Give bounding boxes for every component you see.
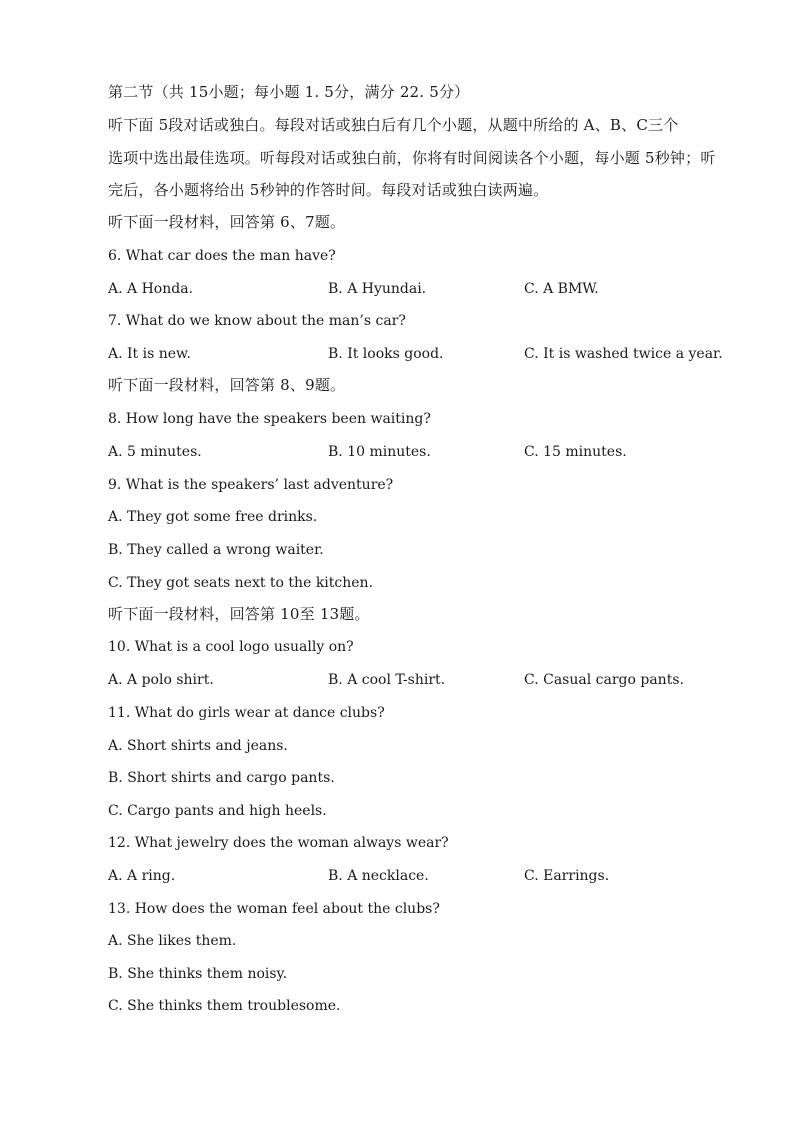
instruction-line-1: 听下面 5段对话或独白。每段对话或独白后有几个小题，从题中所给的 A、B、C三个 xyxy=(108,116,679,134)
question-6-option-c: C. A BMW. xyxy=(524,281,599,297)
section-heading: 第二节（共 15小题；每小题 1. 5分，满分 22. 5分） xyxy=(108,83,470,101)
question-10-option-c: C. Casual cargo pants. xyxy=(524,672,684,688)
question-8-option-b: B. 10 minutes. xyxy=(328,444,431,460)
question-13-option-b: B. She thinks them noisy. xyxy=(108,966,288,982)
question-13: 13. How does the woman feel about the clubs? xyxy=(108,901,440,917)
instruction-line-3: 完后，各小题将给出 5秒钟的作答时间。每段对话或独白读两遍。 xyxy=(108,181,549,199)
question-7-option-c: C. It is washed twice a year. xyxy=(524,346,723,362)
question-11-option-a: A. Short shirts and jeans. xyxy=(108,738,288,754)
group-intro-2: 听下面一段材料，回答第 8、9题。 xyxy=(108,376,346,394)
question-10-option-a: A. A polo shirt. xyxy=(108,672,214,688)
question-11-option-b: B. Short shirts and cargo pants. xyxy=(108,770,335,786)
question-12: 12. What jewelry does the woman always wear? xyxy=(108,835,449,851)
question-9-option-a: A. They got some free drinks. xyxy=(108,509,318,525)
group-intro-1: 听下面一段材料，回答第 6、7题。 xyxy=(108,213,346,231)
question-7-option-b: B. It looks good. xyxy=(328,346,444,362)
question-10: 10. What is a cool logo usually on? xyxy=(108,639,354,655)
question-13-option-a: A. She likes them. xyxy=(108,933,237,949)
question-8-option-c: C. 15 minutes. xyxy=(524,444,627,460)
question-10-option-b: B. A cool T-shirt. xyxy=(328,672,446,688)
question-9: 9. What is the speakers’ last adventure? xyxy=(108,477,394,493)
question-8-option-a: A. 5 minutes. xyxy=(108,444,202,460)
question-6-option-a: A. A Honda. xyxy=(108,281,193,297)
question-13-option-c: C. She thinks them troublesome. xyxy=(108,998,341,1014)
group-intro-3: 听下面一段材料，回答第 10至 13题。 xyxy=(108,605,370,623)
question-12-option-c: C. Earrings. xyxy=(524,868,610,884)
question-11-option-c: C. Cargo pants and high heels. xyxy=(108,803,327,819)
question-7-option-a: A. It is new. xyxy=(108,346,191,362)
instruction-line-2: 选项中选出最佳选项。听每段对话或独白前，你将有时间阅读各个小题，每小题 5秒钟；听 xyxy=(108,149,716,167)
question-11: 11. What do girls wear at dance clubs? xyxy=(108,705,385,721)
question-9-option-b: B. They called a wrong waiter. xyxy=(108,542,324,558)
question-9-option-c: C. They got seats next to the kitchen. xyxy=(108,575,374,591)
question-12-option-b: B. A necklace. xyxy=(328,868,429,884)
question-8: 8. How long have the speakers been waiting? xyxy=(108,411,431,427)
question-12-option-a: A. A ring. xyxy=(108,868,176,884)
question-6-option-b: B. A Hyundai. xyxy=(328,281,427,297)
question-6: 6. What car does the man have? xyxy=(108,248,336,264)
question-7: 7. What do we know about the man’s car? xyxy=(108,313,406,329)
